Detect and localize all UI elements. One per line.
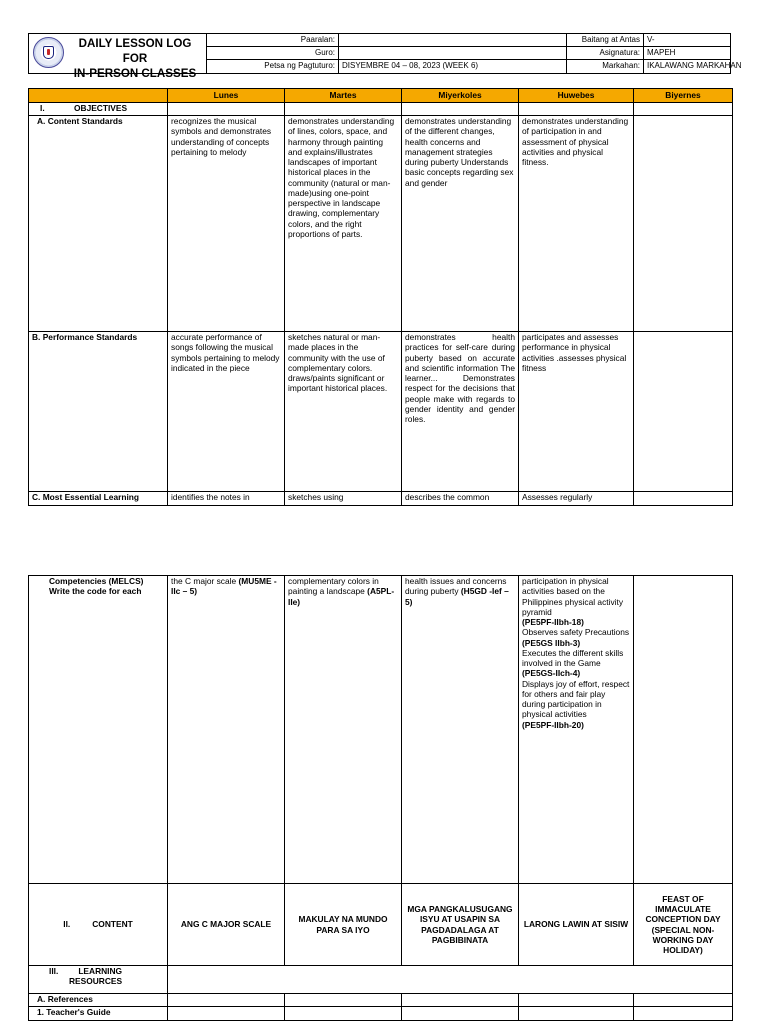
melcs-wednesday-top: describes the common (402, 492, 519, 506)
subject-value: MAPEH (644, 47, 730, 60)
melcs-wednesday-bottom (402, 576, 519, 884)
content-standards-wednesday: demonstrates understanding of the different changes, health concerns and management strategies during puberty Understands basic concepts regarding sex and gender (402, 116, 519, 332)
performance-standards-thursday: participates and assesses performance in physical activities .assesses physical fitness (519, 332, 634, 492)
performance-standards-wednesday: demonstrates health practices for self-care during puberty based on accurate and scientific information The learner... Demonstrates respect for the decisions that people make with regards to gender identity and gender roles. (402, 332, 519, 492)
melcs-thursday-item-1: participation in physical activities based on the Philippines physical activity pyramid (522, 576, 624, 617)
content-title: CONTENT (92, 919, 133, 930)
objectives-number: I. (40, 103, 45, 113)
objectives-label (29, 103, 168, 116)
melcs-thursday-bottom (519, 576, 634, 884)
grade-level-value: V- (644, 34, 730, 47)
melcs-label-line-1: Competencies (MELCS) (49, 576, 144, 586)
learning-resources-label (29, 966, 168, 994)
references-row (29, 994, 733, 1007)
content-friday: FEAST OF IMMACULATE CONCEPTION DAY (SPECIAL NON-WORKING DAY HOLIDAY) (634, 884, 733, 966)
learning-resources-blank (168, 966, 733, 994)
performance-standards-row (29, 332, 733, 492)
learning-resources-line-1: LEARNING (78, 966, 123, 976)
content-standards-monday: recognizes the musical symbols and demonstrates understanding of concepts pertaining to melody (168, 116, 285, 332)
school-label: Paaralan: (207, 34, 339, 47)
content-number: II. (63, 919, 71, 930)
melcs-thursday-item-3: Executes the different skills involved in the Game (522, 647, 624, 668)
melcs-row-top (29, 492, 733, 506)
melcs-thursday-item-2: Observes safety Precautions (522, 627, 630, 638)
content-standards-tuesday: demonstrates understanding of lines, colors, space, and harmony through painting and explains/illustrates landscapes of important historical places in the community (natural or man-made)using one-point perspective in landscape drawing, complementary colors, and the right proportions of parts. (285, 116, 402, 332)
performance-standards-label: B. Performance Standards (29, 332, 168, 492)
day-tuesday: Martes (285, 89, 402, 103)
melcs-friday-bottom (634, 576, 733, 884)
day-wednesday: Miyerkoles (402, 89, 519, 103)
melcs-label-bottom (29, 576, 168, 884)
content-thursday: LARONG LAWIN AT SISIW (519, 884, 634, 966)
melcs-friday-top (634, 492, 733, 506)
content-standards-label: A. Content Standards (29, 116, 168, 332)
subject-label: Asignatura: (567, 47, 644, 60)
melcs-monday-bottom (168, 576, 285, 884)
content-row (29, 884, 733, 966)
melcs-tuesday-top: sketches using (285, 492, 402, 506)
day-thursday: Huwebes (519, 89, 634, 103)
melcs-tuesday-code: (A5PL-IIe) (288, 586, 395, 607)
melcs-wednesday-text: health issues and concerns during puberty (405, 576, 507, 597)
lesson-log-table-page-2 (28, 575, 733, 1021)
melcs-monday-top: identifies the notes in (168, 492, 285, 506)
performance-standards-monday: accurate performance of songs following the musical symbols pertaining to melody indicated in the piece (168, 332, 285, 492)
teachers-guide-label: 1. Teacher's Guide (29, 1007, 168, 1021)
content-tuesday: MAKULAY NA MUNDO PARA SA IYO (285, 884, 402, 966)
melcs-label-line-2: Write the code for each (49, 586, 142, 597)
header-info-grid (207, 34, 742, 73)
learning-resources-row (29, 966, 733, 994)
melcs-thursday-code-2: (PE5GS IIbh-3) (522, 637, 581, 648)
header-title-cell (29, 34, 207, 81)
objectives-row (29, 103, 733, 116)
melcs-thursday-code-3: (PE5GS-IIch-4) (522, 668, 581, 679)
lesson-log-header (28, 33, 742, 81)
learning-resources-number: III. (49, 966, 59, 976)
melcs-thursday-code-1: (PE5PF-IIbh-18) (522, 617, 584, 627)
teachers-guide-row (29, 1007, 733, 1021)
teacher-label: Guro: (207, 47, 339, 60)
content-wednesday: MGA PANGKALUSUGANG ISYU AT USAPIN SA PAGDADALAGA AT PAGBIBINATA (402, 884, 519, 966)
content-standards-row (29, 116, 733, 332)
document-title (65, 36, 205, 81)
melcs-wednesday-code: (H5GD -Ief – 5) (405, 586, 509, 607)
melcs-monday-text: the C major scale (171, 576, 237, 586)
teaching-date-label: Petsa ng Pagtuturo: (207, 60, 339, 73)
melcs-thursday-item-4: Displays joy of effort, respect for others and fair play during participation in physical activities (522, 678, 630, 720)
day-friday: Biyernes (634, 89, 733, 103)
melcs-thursday-code-4: (PE5PF-IIbh-20) (522, 719, 584, 730)
content-label (29, 884, 168, 966)
melcs-tuesday-bottom (285, 576, 402, 884)
learning-resources-line-2: RESOURCES (69, 976, 123, 987)
title-line-1: DAILY LESSON LOG FOR (78, 37, 192, 66)
quarter-label: Markahan: (567, 60, 644, 73)
references-label: A. References (29, 994, 168, 1007)
teacher-value (339, 47, 567, 60)
day-header-row (29, 89, 733, 103)
melcs-monday-code: (MU5ME -IIc – 5) (171, 576, 277, 597)
teaching-date-value: DISYEMBRE 04 – 08, 2023 (WEEK 6) (339, 60, 567, 73)
grade-level-label: Baitang at Antas (567, 34, 644, 47)
day-header-blank (29, 89, 168, 103)
melcs-thursday-top: Assesses regularly (519, 492, 634, 506)
melcs-tuesday-text: complementary colors in painting a landscape (288, 576, 379, 597)
objectives-title: OBJECTIVES (74, 103, 128, 113)
day-monday: Lunes (168, 89, 285, 103)
content-standards-thursday: demonstrates understanding of participation in and assessment of physical activities and physical fitness. (519, 116, 634, 332)
lesson-log-table-page-1 (28, 88, 733, 506)
performance-standards-tuesday: sketches natural or man-made places in the community with the use of complementary colors. draws/paints significant or important historical places. (285, 332, 402, 492)
deped-seal-icon (33, 37, 64, 68)
content-monday: ANG C MAJOR SCALE (168, 884, 285, 966)
content-standards-friday (634, 116, 733, 332)
title-line-2: IN-PERSON CLASSES (73, 67, 197, 81)
school-value (339, 34, 567, 47)
performance-standards-friday (634, 332, 733, 492)
melcs-row-bottom (29, 576, 733, 884)
melcs-label-top: C. Most Essential Learning (29, 492, 168, 506)
quarter-value: IKALAWANG MARKAHAN (647, 61, 742, 70)
